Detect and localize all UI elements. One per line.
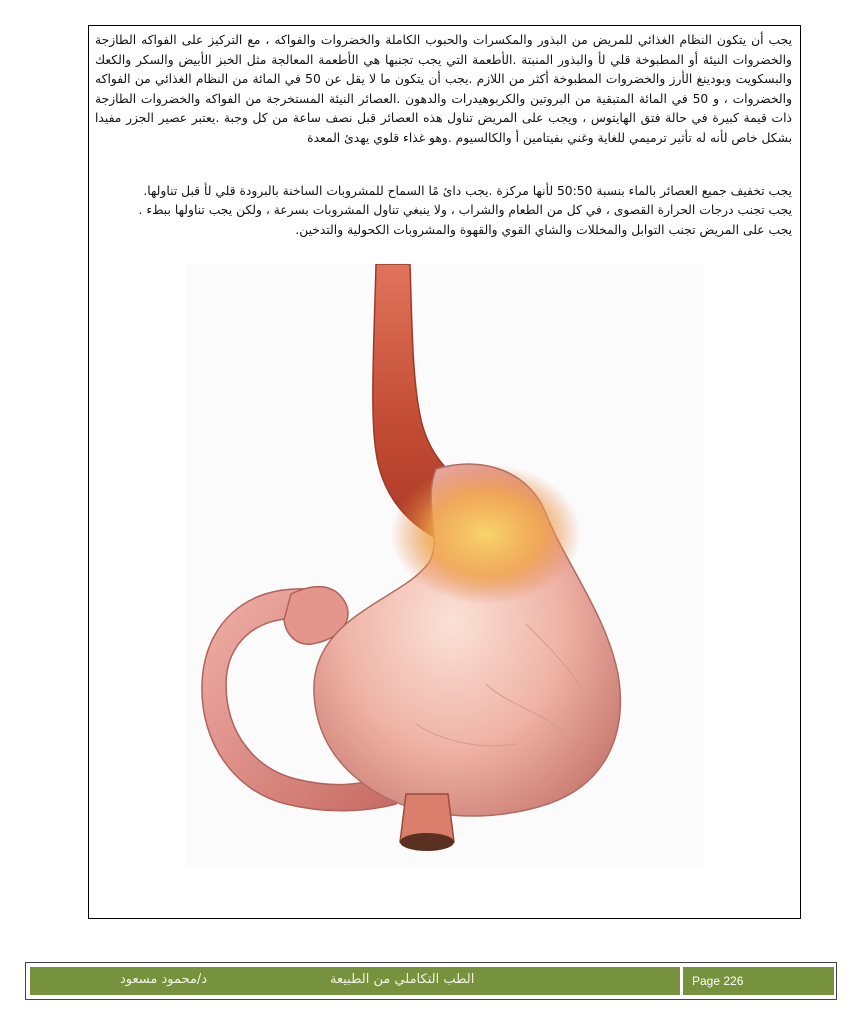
page-number-text: Page 226 [692,974,744,988]
paragraph-diet [95,31,792,148]
guideline-line: يجب تجنب درجات الحرارة القصوى ، في كل من الطعام والشراب ، ولا ينبغي تناول المشروبات بسرعة ، ولكن يجب تناولها ببطء . [138,203,792,218]
content-frame [88,25,801,919]
footer-title-bar [30,967,680,995]
page-number [683,967,834,995]
page-footer [25,962,837,1000]
stomach-icon [186,264,704,867]
stomach-illustration [186,264,704,867]
footer-book-title: الطب التكاملي من الطبيعة [330,972,475,987]
footer-author: د/محمود مسعود [120,972,208,987]
paragraph-diet-text: يجب أن يتكون النظام الغذائي للمريض من البذور والمكسرات والحبوب الكاملة والخضروات والفواكه ، مع التركيز على الفواكه الطازجة والخضروات النيئة أو المطبوخة قلي لأ والبذور المنبتة .الأطعمة التي يجب تجنبها هي الأطعمة المعالجة مثل الخبز الأبيض والسكر والكعك والبسكويت وبودينغ الأرز والخضروات المطبوخة أكثر من اللازم .يجب أن يتكون ما لا يقل عن 50 في المائة من النظام الغذائي من الفواكه والخضروات ، و 50 في المائة المتبقية من البروتين والكربوهيدرات والدهون .العصائر النيئة المستخرجة من الفواكه والخضروات الطازجة ذات قيمة كبيرة في حالة فتق الهايتوس ، ويجب على المريض تناول هذه العصائر قبل نصف ساعة من كل وجبة .يعتبر عصير الجزر مفيدا بشكل خاص لأنه له تأثير ترميمي للغاية وغني بفيتامين أ والكالسيوم .وهو غذاء قلوي يهدئ المعدة [95,33,793,145]
paragraph-juice-guidelines [95,182,792,240]
guideline-line: يجب تخفيف جميع العصائر بالماء بنسبة 50:50 لأنها مركزة .يجب دائ مًا السماح للمشروبات الساخنة بالبرودة قلي لأ قبل تناولها. [143,184,792,198]
guideline-line: يجب على المريض تجنب التوابل والمخللات والشاي القوي والقهوة والمشروبات الكحولية والتدخين. [295,222,792,237]
